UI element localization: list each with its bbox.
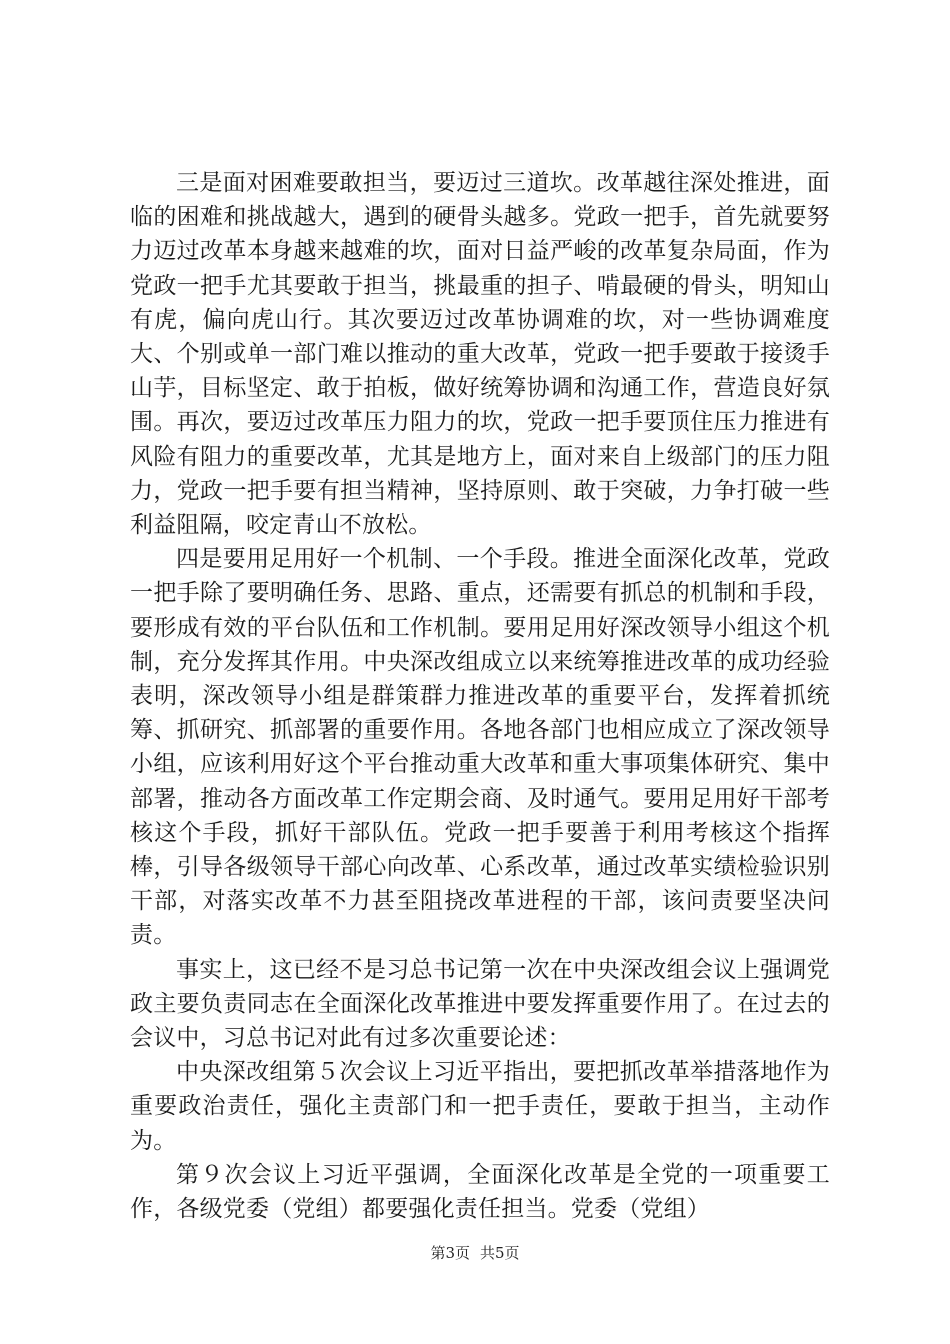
paragraph-5: 第９次会议上习近平强调，全面深化改革是全党的一项重要工作，各级党委（党组）都要强化责任担当。党委（党组）	[130, 1161, 830, 1223]
paragraph-4: 中央深改组第５次会议上习近平指出，要把抓改革举措落地作为重要政治责任，强化主责部门和一把手责任，要敢于担当，主动作为。	[130, 1059, 830, 1154]
paragraph-3: 事实上，这已经不是习总书记第一次在中央深改组会议上强调党政主要负责同志在全面深化改革推进中要发挥重要作用了。在过去的会议中，习总书记对此有过多次重要论述：	[130, 956, 830, 1052]
page-total: 共5页	[480, 1244, 520, 1262]
page-footer	[0, 1242, 950, 1263]
document-body	[130, 166, 830, 1226]
paragraph-2: 四是要用足用好一个机制、一个手段。推进全面深化改革，党政一把手除了要明确任务、思路、重点，还需要有抓总的机制和手段，要形成有效的平台队伍和工作机制。要用足用好深改领导小组这个机制，充分发挥其作用。中央深改组成立以来统筹推进改革的成功经验表明，深改领导小组是群策群力推进改革的重要平台，发挥着抓统筹、抓研究、抓部署的重要作用。各地各部门也相应成立了深改领导小组，应该利用好这个平台推动重大改革和重大事项集体研究、集中部署，推动各方面改革工作定期会商、及时通气。要用足用好干部考核这个手段，抓好干部队伍。党政一把手要善于利用考核这个指挥棒，引导各级领导干部心向改革、心系改革，通过改革实绩检验识别干部，对落实改革不力甚至阻挠改革进程的干部，该问责要坚决问责。	[130, 546, 830, 949]
paragraph-1: 三是面对困难要敢担当，要迈过三道坎。改革越往深处推进，面临的困难和挑战越大，遇到的硬骨头越多。党政一把手，首先就要努力迈过改革本身越来越难的坎，面对日益严峻的改革复杂局面，作为党政一把手尤其要敢于担当，挑最重的担子、啃最硬的骨头，明知山有虎，偏向虎山行。其次要迈过改革协调难的坎，对一些协调难度大、个别或单一部门难以推动的重大改革，党政一把手要敢于接烫手山芋，目标坚定、敢于拍板，做好统筹协调和沟通工作，营造良好氛围。再次，要迈过改革压力阻力的坎，党政一把手要顶住压力推进有风险有阻力的重要改革，尤其是地方上，面对来自上级部门的压力阻力，党政一把手要有担当精神，坚持原则、敢于突破，力争打破一些利益阻隔，咬定青山不放松。	[130, 170, 830, 539]
page-number: 第3页	[430, 1244, 470, 1262]
